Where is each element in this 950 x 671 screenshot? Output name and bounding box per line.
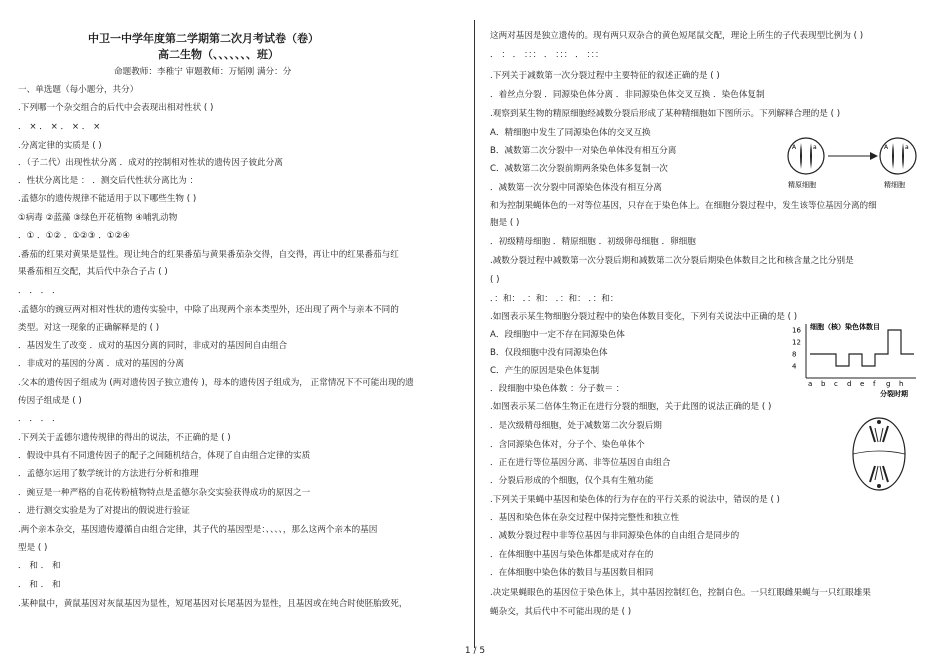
svg-text:A: A [792, 144, 797, 151]
text-line: 这两对基因是独立遗传的。现有两只双杂合的黄色短尾鼠交配，理论上所生的子代表现型比例为 ( ) [490, 31, 864, 41]
text-line: ． ． ． ． [18, 414, 61, 424]
text-line: ．在体细胞中染色体的数目与基因数目相同 [490, 568, 654, 578]
upper-chromosomes [870, 420, 888, 442]
text-line: ． ． ． ． [18, 286, 61, 296]
text-line: ．性状分离比是 ： ．测交后代性状分离比为 ： [18, 176, 199, 186]
x-tick-label: h [899, 380, 904, 388]
sperm-cell [880, 138, 916, 174]
text-line: .减数分裂过程中减数第一次分裂后期和减数第二次分裂后期染色体数目之比和核含量之比分别是 [490, 256, 854, 266]
text-line: ．豌豆是一种严格的自花传粉植物特点是孟德尔杂交实验获得成功的原因之一 [18, 488, 311, 498]
text-line: .番茄的红果对黄果是显性。现让纯合的红果番茄与黄果番茄杂交得，自交得，再让中的红果番茄与红 [18, 250, 399, 260]
svg-text:a: a [905, 144, 909, 151]
text-line: 蝇杂交，其后代中不可能出现的是 ( ) [490, 607, 632, 617]
lower-chromosomes [870, 466, 888, 488]
text-line: A．精细胞中发生了同源染色体的交叉互换 [490, 128, 651, 138]
svg-text:a: a [813, 144, 817, 151]
x-axis-label: 分裂时期 [880, 390, 908, 398]
cell-membrane [853, 418, 905, 490]
text-line: ．段细胞中染色体数 ：分子数＝ ： [490, 384, 625, 394]
x-tick-label: g [886, 380, 891, 388]
sperm-cell-label: 精细胞 [884, 181, 905, 189]
text-line: .下列哪一个杂交组合的后代中会表现出相对性状 ( ) [18, 103, 214, 113]
text-line: 传因子组成是 ( ) [18, 396, 82, 406]
text-line: A．段细胞中一定不存在同源染色体 [490, 330, 625, 340]
x-tick-label: d [847, 380, 852, 388]
text-line: ． × ． × ． × ． × [18, 122, 101, 132]
chromosome-series-line [810, 330, 914, 366]
text-line: .孟德尔的豌豆两对相对性状的遗传实验中，中除了出现两个亲本类型外，还出现了两个与亲本不同的 [18, 305, 399, 315]
text-line: 一、单选题（每小题分，共分） [18, 85, 139, 95]
text-line: .下列关于孟德尔遗传规律的得出的说法，不正确的是 ( ) [18, 433, 231, 443]
text-line: 类型。对这一现象的正确解释是的 ( ) [18, 323, 160, 333]
column-divider [474, 20, 475, 648]
y-tick-label: 12 [792, 338, 801, 347]
text-line: ．初级精母细胞 ．精原细胞 ．初级卵母细胞 ．卵细胞 [490, 237, 696, 247]
text-line: ．正在进行等位基因分离、非等位基因自由组合 [490, 458, 671, 468]
text-line: .观察到某生物的精原细胞经减数分裂后形成了某种精细胞如下图所示。下列解释合理的是 ( ) [490, 109, 841, 119]
y-tick-label: 8 [792, 350, 797, 359]
spermatogonium-label: 精原细胞 [788, 181, 816, 189]
x-tick-label: b [821, 380, 826, 388]
text-line: ．假设中具有不同遗传因子的配子之间随机结合，体现了自由组合定律的实质 [18, 451, 311, 461]
text-line: ．孟德尔运用了数学统计的方法进行分析和推理 [18, 469, 199, 479]
x-tick-label: f [873, 380, 876, 388]
text-line: ．含同源染色体对，分子个、染色单体个 [490, 440, 645, 450]
text-line: B．仅段细胞中没有同源染色体 [490, 348, 608, 358]
svg-text:A: A [884, 144, 889, 151]
text-line: ．分裂后形成的个细胞，仅个具有生殖功能 [490, 476, 654, 486]
text-line: ．基因发生了改变 ．成对的基因分离的同时，非成对的基因间自由组合 [18, 341, 288, 351]
text-line: ．（子二代）出现性状分离 ．成对的控制相对性状的遗传因子彼此分离 [18, 158, 283, 168]
text-line: ．非成对的基因的分离 ．成对的基因的分离 [18, 359, 185, 369]
text-line: .孟德尔的遗传规律不能适用于以下哪些生物 ( ) [18, 194, 197, 204]
exam-subtitle: 高二生物（、、、、、、、班） [158, 48, 279, 61]
text-line: ． 和 ． 和 [18, 580, 61, 590]
text-line: .下列关于减数第一次分裂过程中主要特征的叙述正确的是 ( ) [490, 71, 720, 81]
text-line: ． 和 ． 和 [18, 561, 61, 571]
text-line: ．减数第一次分裂中同源染色体没有相互分离 [490, 183, 662, 193]
text-line: ( ) [490, 275, 500, 285]
y-tick-label: 16 [792, 326, 801, 335]
text-line: ．① ．①② ．①②③ ．①②④ [18, 231, 130, 241]
cleavage-line [853, 451, 905, 454]
exam-title: 中卫一中学年度第二学期第二次月考试卷（卷） [88, 32, 319, 45]
text-line: ．在体细胞中基因与染色体都是成对存在的 [490, 550, 654, 560]
chromosome-number-chart [788, 320, 934, 400]
text-line: .如图表示某二倍体生物正在进行分裂的细胞，关于此图的说法正确的是 ( ) [490, 402, 772, 412]
text-line: ．基因和染色体在杂交过程中保持完整性和独立性 [490, 513, 680, 523]
text-line: 胞是 ( ) [490, 218, 520, 228]
text-line: .分离定律的实质是 ( ) [18, 141, 102, 151]
chart-title: 细胞（核）染色体数目 [810, 323, 880, 331]
text-line: .下列关于果蝇中基因和染色体的行为存在的平行关系的说法中，错误的是 ( ) [490, 495, 780, 505]
text-line: 和为控制果蝇体色的一对等位基因，只存在于染色体上。在细胞分裂过程中，发生该等位基因分离的细 [490, 201, 877, 211]
text-line: B．减数第二次分裂中一对染色单体没有相互分离 [490, 146, 677, 156]
dividing-cell-figure [848, 414, 910, 494]
exam-meta: 命题教师：李稚宁 审题教师：万韬刚 满分：分 [114, 67, 292, 77]
text-line: ．进行测交实验是为了对提出的假说进行验证 [18, 506, 190, 516]
meiosis-cell-figure [782, 132, 922, 194]
text-line: 果番茄相互交配，其后代中杂合子占 ( ) [18, 267, 168, 277]
text-line: ①病毒 ②蓝藻 ③绿色开花植物 ④哺乳动物 [18, 213, 178, 223]
text-line: ．减数分裂过程中非等位基因与非同源染色体的自由组合是同步的 [490, 531, 740, 541]
text-line: ．是次级精母细胞，处于减数第二次分裂后期 [490, 421, 662, 431]
x-tick-label: c [834, 380, 838, 388]
arrow-head-icon [870, 152, 878, 160]
text-line: .两个亲本杂交，基因遗传遵循自由组合定律，其子代的基因型是：、、、、，那么这两个亲本的基因 [18, 525, 378, 535]
x-tick-label: a [808, 380, 813, 388]
text-line: ．着丝点分裂 ．同源染色体分离 ．非同源染色体交叉互换 ．染色体复制 [490, 90, 765, 100]
text-line: .父本的遗传因子组成为 (两对遗传因子独立遗传 )，母本的遗传因子组成为， 正常情况下不可能出现的遗 [18, 378, 414, 388]
text-line: ． ： ． ：：： ． ：：： ． ：：： [490, 50, 604, 60]
text-line: C．减数第二次分裂前期两条染色体多复制一次 [490, 164, 668, 174]
text-line: 型是 ( ) [18, 543, 48, 553]
y-tick-label: 4 [792, 362, 797, 371]
x-tick-label: e [860, 380, 865, 388]
spermatogonium-cell [788, 138, 824, 174]
text-line: ．：和： ．：和： ．：和： ．：和： [490, 294, 619, 304]
text-line: C．产生的原因是染色体复制 [490, 366, 600, 376]
page-number: 1 / 5 [464, 646, 486, 656]
text-line: .如图表示某生物细胞分裂过程中的染色体数目变化，下列有关说法中正确的是 ( ) [490, 312, 798, 322]
text-line: .决定果蝇眼色的基因位于染色体上，其中基因控制红色，控制白色。一只红眼雌果蝇与一只红眼雄果 [490, 588, 871, 598]
text-line: .某种鼠中，黄鼠基因对灰鼠基因为显性，短尾基因对长尾基因为显性，且基因或在纯合时使胚胎致死， [18, 599, 408, 609]
